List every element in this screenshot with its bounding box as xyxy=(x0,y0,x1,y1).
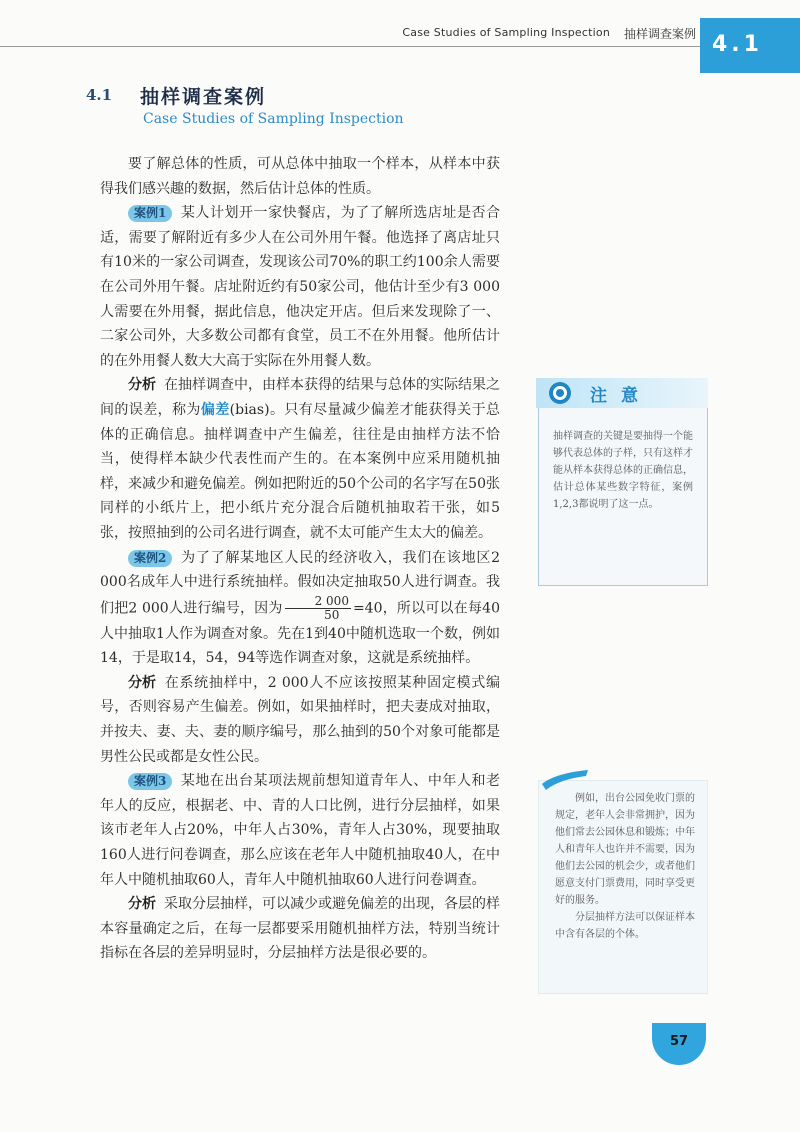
case2-text-a: 为了了解某地区人民的经济收入，我们在该地区2 000名成年人中进行系统抽样。假如决定抽取50人进行调查。我们把2 000人进行编号，因为 xyxy=(100,549,500,617)
example-paragraph-2: 分层抽样方法可以保证样本中含有各层的个体。 xyxy=(555,912,695,940)
case2-paragraph xyxy=(100,546,500,671)
analysis1-lead: 分析 xyxy=(128,377,156,394)
page-number: 57 xyxy=(669,1034,689,1049)
analysis1-text-b: (bias)。只有尽量减少偏差才能获得关于总体的正确信息。抽样调查中产生偏差，往往是由抽样方法不恰当，使得样本缺少代表性而产生的。在本案例中应采用随机抽样，来减少和避免偏差。例如把附近的50个公司的名字写在50张同样的小纸片上，把小纸片充分混合后随机抽取若干张，如5张，按照抽到的公司名进行调查，就不太可能产生太大的偏差。 xyxy=(100,401,500,541)
header-title-cn: 抽样调查案例 xyxy=(623,27,696,41)
section-title-en: Case Studies of Sampling Inspection xyxy=(143,111,404,127)
case3-text: 某地在出台某项法规前想知道青年人、中年人和老年人的反应，根据老、中、青的人口比例，进行分层抽样，如果该市老年人占20%，中年人占30%，青年人占30%，现要抽取160人进行问卷调查，那么应该在老年人中随机抽取40人，在中年人中随机抽取60人，青年人中随机抽取60人进行问卷调查。 xyxy=(100,773,500,888)
example-paragraph-1: 例如，出台公园免收门票的规定，老年人会非常拥护，因为他们常去公园休息和锻炼；中年人和青年人也许并不需要，因为他们去公园的机会少，或者他们愿意支付门票费用，同时享受更好的服务。 xyxy=(555,793,695,906)
note-target-icon xyxy=(548,381,572,405)
analysis3-text: 采取分层抽样，可以减少或避免偏差的出现，各层的样本容量确定之后，在每一层都要采用随机抽样方法，特别当统计指标在各层的差异明显时，分层抽样方法是很必要的。 xyxy=(100,896,500,962)
case2-badge: 案例2 xyxy=(128,550,172,567)
analysis2-text: 在系统抽样中，2 000人不应该按照某种固定模式编号，否则容易产生偏差。例如，如果抽样时，把夫妻成对抽取，并按夫、妻、夫、妻的顺序编号，那么抽到的50个对象可能都是男性公民或都是女性公民。 xyxy=(100,674,500,765)
case1-paragraph xyxy=(100,201,500,373)
brush-stroke-icon xyxy=(540,768,590,792)
bias-term: 偏差 xyxy=(200,401,230,418)
note-text: 抽样调查的关键是要抽得一个能够代表总体的子样，只有这样才能从样本获得总体的正确信息，估计总体某些数字特征，案例1,2,3都说明了这一点。 xyxy=(553,431,693,510)
fraction-denominator: 50 xyxy=(324,607,340,622)
analysis1-paragraph xyxy=(100,373,500,545)
header-title-en: Case Studies of Sampling Inspection xyxy=(402,26,610,39)
analysis2-lead: 分析 xyxy=(128,674,156,691)
analysis1-text-a: 在抽样调查中，由样本获得的结果与总体的实际结果之间的误差，称为 xyxy=(100,377,500,418)
header-rule xyxy=(0,46,700,47)
analysis3-lead: 分析 xyxy=(128,896,156,913)
fraction xyxy=(285,595,351,622)
note-title: 注意 xyxy=(590,386,652,406)
case1-text: 某人计划开一家快餐店，为了了解所选店址是否合适，需要了解附近有多少人在公司外用午餐。他选择了离店址只有10米的一家公司调查，发现该公司70%的职工约100余人需要在公司外用午餐。店址附近约有50家公司，他估计至少有3 000人需要在外用餐，据此信息，他决定开店。但后来发现除了一、二家公司外，大多数公司都有食堂，员工不在外用餐。他所估计的在外用餐人数大大高于实际在外用餐人数。 xyxy=(100,205,500,369)
fraction-numerator: 2 000 xyxy=(285,595,351,609)
analysis2-paragraph xyxy=(100,671,500,769)
body-text xyxy=(100,152,500,966)
case1-badge: 案例1 xyxy=(128,205,172,222)
example-text xyxy=(555,790,695,943)
section-title: 抽样调查案例 xyxy=(140,86,267,108)
section-number: 4.1 xyxy=(86,86,113,104)
intro-paragraph: 要了解总体的性质，可从总体中抽取一个样本，从样本中获得我们感兴趣的数据，然后估计总体的性质。 xyxy=(100,156,500,197)
case3-badge: 案例3 xyxy=(128,773,172,790)
case3-paragraph xyxy=(100,769,500,892)
analysis3-paragraph xyxy=(100,892,500,966)
case2-text-b: =40，所以可以在每40人中抽取1人作为调查对象。先在1到40中随机选取一个数，例如14，于是取14，54，94等选作调查对象，这就是系统抽样。 xyxy=(100,600,500,667)
chapter-tab-number: 4.1 xyxy=(712,32,763,57)
